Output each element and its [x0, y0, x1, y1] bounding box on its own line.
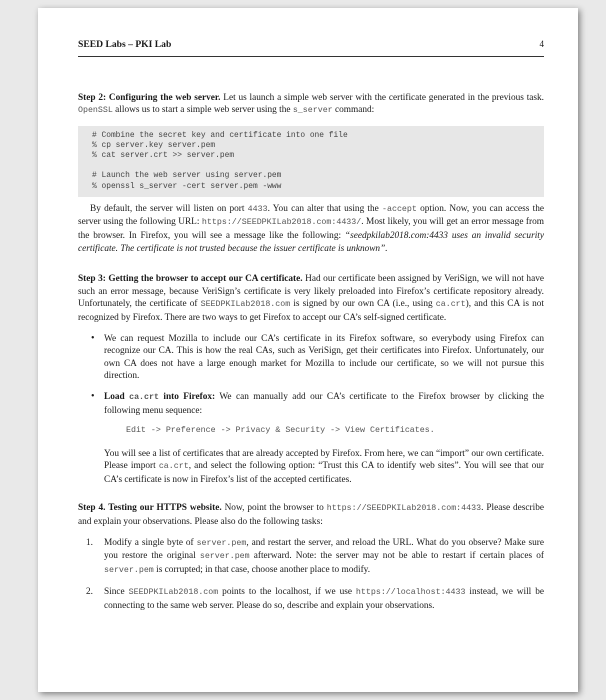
step2-text-a: Let us launch a simple web server with the certificate generated in the previous task. [220, 92, 544, 103]
step4-title: Step 4. Testing our HTTPS website. [78, 503, 222, 514]
step2-port: 4433 [247, 204, 268, 214]
step2-text-b: allows us to start a simple web server using the [112, 105, 293, 116]
item1-m2: server.pem [199, 552, 250, 562]
bullet-icon: • [91, 332, 95, 344]
step2-para-c: option. Now, you can access the server using the following URL: [78, 203, 544, 228]
bullet2-bold-a: Load [104, 391, 130, 402]
item2-c: instead, we will be connecting to the same web server. Please do so, describe and explain your observations. [104, 587, 544, 612]
step4-tasks-list [78, 537, 544, 613]
step4-text-a: Now, point the browser to [221, 503, 327, 514]
follow-b: , and select the following option: “Trust this CA to identify web sites”. You will see that our CA’s certificate is now in Firefox’s list of the accepted certificates. [104, 461, 544, 485]
bullet2-text: We can manually add our CA’s certificate to the Firefox browser by clicking the following menu sequence: [104, 391, 545, 416]
step2-title: Step 2: Configuring the web server. [78, 92, 221, 103]
item2-b: points to the localhost, if we use [218, 587, 356, 598]
bullet1-text: We can request Mozilla to include our CA’s certificate in its Firefox software, so everybody using Firefox can recognize our CA. This is how the real CAs, such as VeriSign, get their certificates into Firefox. Unfortunately, our own CA does not have a large enough market for Mozilla to include our certificate, so we will not pursue this direction. [104, 333, 544, 382]
header-rule [78, 56, 544, 57]
step2-text-c: command: [332, 105, 375, 116]
step3-text-b: is signed by our own CA (i.e., using [290, 299, 436, 310]
follow-a: You will see a list of certificates that are already accepted by Firefox. From here, we can “import” our own certificate. Please import [104, 448, 544, 472]
item2-m1: SEEDPKILab2018.com [128, 588, 219, 598]
menu-sequence: Edit -> Preference -> Privacy & Security -> View Certificates. [126, 426, 435, 436]
bullet2-bold-b: into Firefox: [158, 391, 216, 402]
step2-intro [78, 92, 544, 118]
list-item [86, 586, 544, 612]
list-item [91, 390, 545, 487]
code-line: # Launch the web server using server.pem [92, 171, 282, 181]
code-block [78, 126, 544, 197]
step3-text-c: ), and this CA is not recognized by Firefox. There are two ways to get Firefox to accept our CA’s self-signed certificate. [78, 299, 544, 323]
step2-para-b: . You can alter that using the [267, 203, 383, 214]
item-number: 2. [86, 587, 93, 598]
item-number: 1. [86, 537, 93, 548]
item1-b: , and restart the server, and reload the URL. What do you observe? Make sure you restore the original [104, 537, 544, 562]
step2-error-message: “seedpkilab2018.com:4433 uses an invalid security certificate. The certificate is not trusted because the issuer certificate is unknown”. [78, 230, 544, 254]
step3-options-list [78, 333, 544, 487]
item1-a: Modify a single byte of [104, 537, 197, 548]
step3-domain: SEEDPKILab2018.com [200, 300, 291, 310]
bullet-icon: • [91, 390, 95, 402]
step4-url: https://SEEDPKILab2018.com:4433 [326, 504, 482, 514]
code-line: % openssl s_server -cert server.pem -www [92, 181, 282, 191]
page-header [78, 38, 544, 52]
item2-m2: https://localhost:4433 [355, 588, 466, 598]
code-line: # Combine the secret key and certificate into one file [92, 130, 348, 140]
item1-m1: server.pem [196, 538, 247, 548]
list-item [91, 332, 544, 383]
step3-text-a: Had our certificate been assigned by VeriSign, we will not have such an error message, because VeriSign’s certificate is very likely preloaded into Firefox’s certificate repository already. Unfortunately, the certificate of [78, 274, 544, 310]
step2-url: https://SEEDPKILab2018.com:4433/ [201, 218, 362, 228]
header-title: SEED Labs – PKI Lab [78, 39, 172, 50]
follow-cacrt: ca.crt [158, 462, 189, 472]
step3-cacrt: ca.crt [435, 300, 466, 310]
step2-para-a: By default, the server will listen on port [90, 203, 248, 214]
step3-title: Step 3: Getting the browser to accept our CA certificate. [78, 274, 303, 285]
step2-para-d: . Most likely, you will get an error message from the browser. In Firefox, you will see a message like the following: [78, 217, 545, 241]
step4-text-b: . Please describe and explain your observations. Please also do the following tasks: [78, 503, 544, 528]
bullet2-cacrt: ca.crt [129, 392, 159, 402]
item1-m3: server.pem [104, 565, 154, 575]
list-item [86, 537, 544, 578]
step3-intro [78, 273, 544, 324]
step4-intro [78, 502, 544, 528]
step2-openssl: OpenSSL [78, 106, 113, 116]
document-page [38, 8, 578, 692]
step2-paragraph [78, 203, 544, 255]
code-line: % cat server.crt >> server.pem [92, 151, 235, 161]
item1-c: afterward. Note: the server may not be able to restart if certain places of [249, 551, 544, 562]
code-line: % cp server.key server.pem [92, 140, 216, 150]
step2-s-server: s_server [292, 106, 333, 116]
step2-accept: -accept [382, 204, 417, 214]
item1-d: is corrupted; in that case, choose another place to modify. [153, 564, 371, 575]
bullet2-follow [104, 448, 544, 487]
item2-a: Since [104, 587, 129, 598]
page-number: 4 [539, 39, 544, 49]
